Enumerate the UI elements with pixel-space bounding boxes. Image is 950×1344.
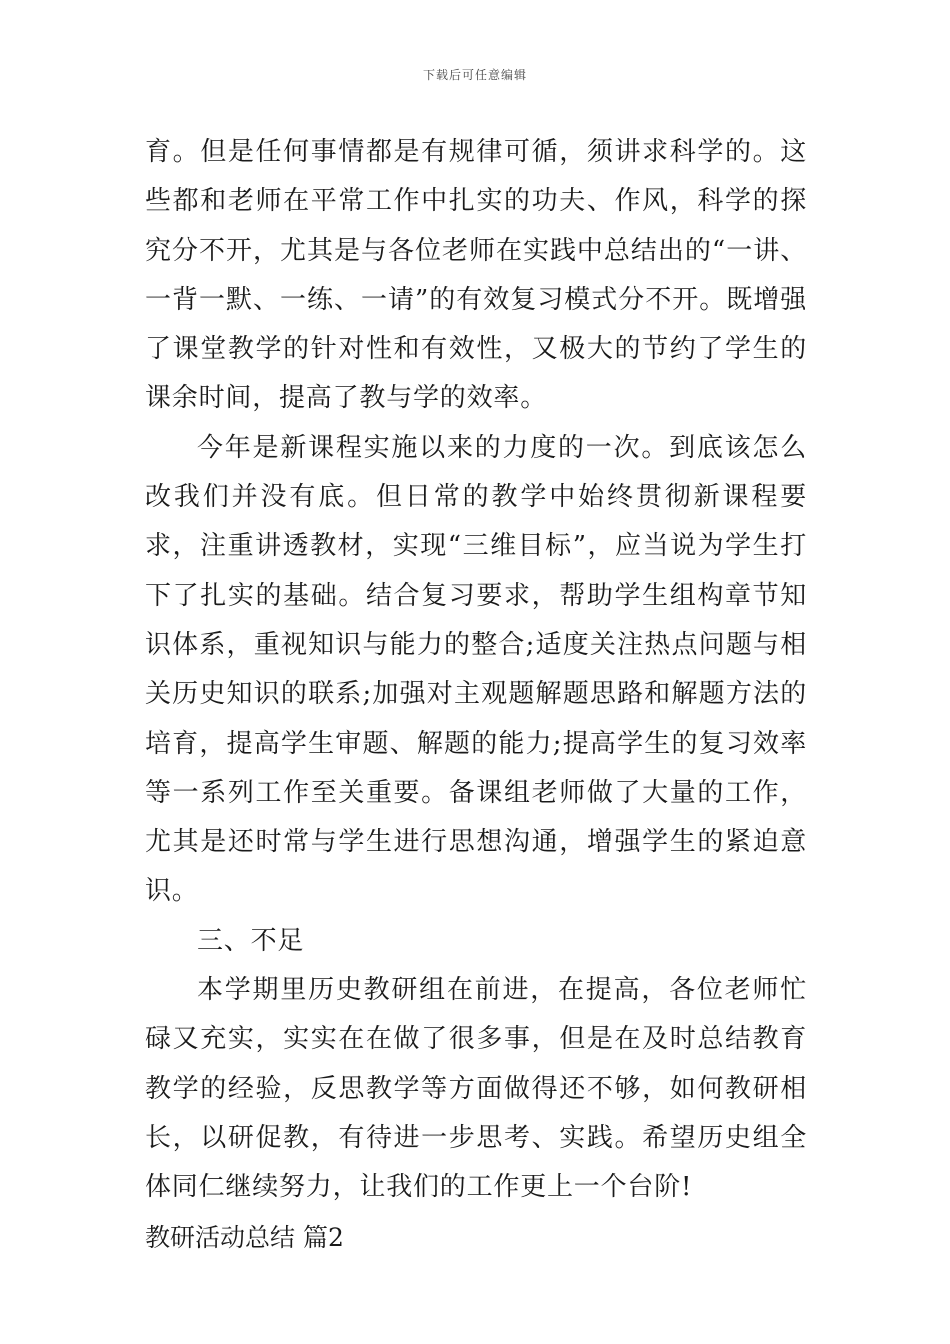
document-subheading: 教研活动总结 篇2: [145, 1222, 344, 1252]
paragraph-new-curriculum: 今年是新课程实施以来的力度的一次。到底该怎么改我们并没有底。但日常的教学中始终贯彻新课程要求，注重讲透教材，实现“三维目标”，应当说为学生打下了扎实的基础。结合复习要求，帮助学生组构章节知识体系，重视知识与能力的整合;适度关注热点问题与相关历史知识的联系;加强对主观题解题思路和解题方法的培育，提高学生审题、解题的能力;提高学生的复习效率等一系列工作至关重要。备课组老师做了大量的工作，尤其是还时常与学生进行思想沟通，增强学生的紧迫意识。: [145, 432, 807, 907]
section-heading-shortcomings: 三、不足: [197, 925, 305, 956]
paragraph-shortcomings: 本学期里历史教研组在前进，在提高，各位老师忙碌又充实，实实在在做了很多事，但是在及时总结教育教学的经验，反思教学等方面做得还不够，如何教研相长，以研促教，有待进一步思考、实践。希望历史组全体同仁继续努力，让我们的工作更上一个台阶!: [145, 975, 807, 1203]
download-editable-note: 下载后可任意编辑: [422, 68, 527, 82]
document-body: [145, 128, 807, 1262]
paragraph-continued: 育。但是任何事情都是有规律可循，须讲求科学的。这些都和老师在平常工作中扎实的功夫、作风，科学的探究分不开，尤其是与各位老师在实践中总结出的“一讲、一背一默、一练、一请”的有效复习模式分不开。既增强了课堂教学的针对性和有效性，又极大的节约了学生的课余时间，提高了教与学的效率。: [145, 137, 807, 414]
